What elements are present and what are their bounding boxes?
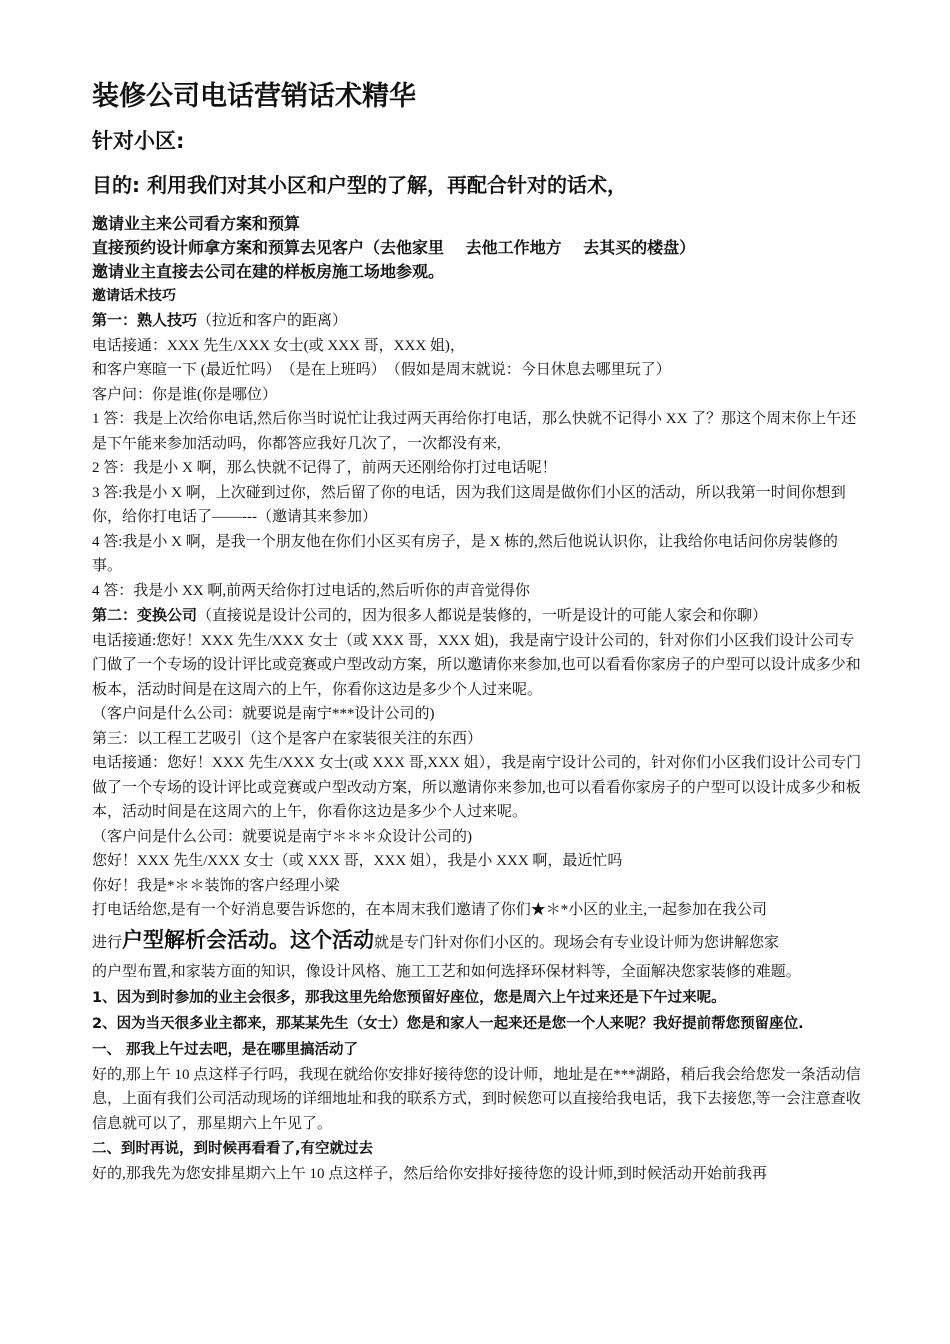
event-rest: 的户型布置,和家装方面的知识，像设计风格、施工工艺和如何选择环保材料等，全面解决您家装修的难题。 (92, 963, 801, 980)
skill3-line: 您好！XXX 先生/XXX 女士（或 XXX 哥，XXX 姐），我是小 XXX 啊，最近忙吗 (92, 853, 623, 869)
skill2-line: （客户问是什么公司：就要说是南宁***设计公司的) (92, 706, 435, 722)
skill2-heading (92, 603, 862, 629)
purpose-line: 目的: 利用我们对其小区和户型的了解，再配合针对的话术， (92, 173, 627, 197)
skill1-note: （拉近和客户的距离） (197, 313, 348, 329)
goal-3: 邀请业主直接去公司在建的样板房施工场地参观。 (92, 262, 445, 281)
skill1-line: 4 答:我是小 X 啊，是我一个朋友他在你们小区买有房子，是 X 栋的,然后他说认识你，让我给你电话问你房装修的事。 (92, 533, 838, 574)
skill3-line: 你好！我是*＊＊装饰的客户经理小梁 (92, 877, 340, 894)
skill1-line: 客户问：你是谁(你是哪位） (92, 386, 277, 403)
skill1-heading (92, 308, 862, 334)
skill1-line: 3 答:我是小 X 啊，上次碰到过你，然后留了你的电话，因为我们这周是做你们小区的活动，所以我第一时间你想到你，给你打电话了——---（邀请其来参加） (92, 484, 846, 525)
question-2: 2、因为当天很多业主都来，那某某先生（女士）您是和家人一起来还是您一个人来呢？我好提前帮您预留座位. (92, 1015, 804, 1032)
document-page (92, 78, 862, 1187)
event-highlight: 户型解析会活动。这个活动 (122, 927, 375, 952)
skill2-line: 电话接通:您好！XXX 先生/XXX 女士（或 XXX 哥，XXX 姐)，我是南宁设计公司的，针对你们小区我们设计公司专门做了一个专场的设计评比或竞赛或户型改动方案，所以邀请你来参加,也可以看看你家房子的户型可以设计成多少和板本，活动时间是在这周六的上午，你看你这边是多少个人过来呢。 (92, 632, 861, 698)
skill1-line: 和客户寒暄一下 (最近忙吗） （是在上班吗） （假如是周末就说：今日休息去哪里玩了） (92, 362, 671, 378)
answer-2-text: 好的,那我先为您安排星期六上午 10 点这样子，然后给你安排好接待您的设计师,到时候活动开始前我再 (92, 1166, 768, 1182)
skill2-note: （直接说是设计公司的，因为很多人都说是装修的，一听是设计的可能人家会和你聊） (197, 608, 768, 624)
skill2-label: 第二：变换公司 (92, 606, 198, 624)
goal-2: 直接预约设计师拿方案和预算去见客户（去他家里 去他工作地方 去其买的楼盘） (92, 238, 696, 257)
skill3-line: 打电话给您,是有一个好消息要告诉您的，在本周末我们邀请了你们★＊*小区的业主,一起参加在我公司 (92, 902, 768, 918)
skill3-line: 电话接通：您好！XXX 先生/XXX 女士(或 XXX 哥,XXX 姐），我是南宁设计公司的，针对你们小区我们设计公司专门做了一个专场的设计评比或竞赛或户型改动方案，所以邀请你来参加,也可以看看你家房子的户型可以设计成多少和板本，活动时间是在这周六的上午，你看你这边是多少个人过来呢。 (92, 755, 862, 820)
skill3-line: （客户问是什么公司：就要说是南宁＊＊＊众设计公司的) (92, 828, 472, 845)
goal-1: 邀请业主来公司看方案和预算 (92, 214, 301, 233)
event-prefix: 进行 (92, 934, 123, 951)
event-line (92, 927, 862, 959)
target-heading: 针对小区: (92, 129, 185, 153)
event-suffix: 就是专门针对你们小区的。现场会有专业设计师为您讲解您家 (374, 934, 780, 951)
skill3-heading: 第三：以工程工艺吸引（这个是客户在家装很关注的东西） (92, 730, 483, 747)
skill1-line: 电话接通：XXX 先生/XXX 女士(或 XXX 哥，XXX 姐)， (92, 337, 465, 354)
answer-2-heading: 二、到时再说，到时候再看看了,有空就过去 (92, 1141, 374, 1157)
document-title: 装修公司电话营销话术精华 (92, 81, 416, 112)
question-1: 1、因为到时参加的业主会很多，那我这里先给您预留好座位，您是周六上午过来还是下午过来呢。 (92, 989, 726, 1006)
answer-1-text: 好的,那上午 10 点这样子行吗，我现在就给你安排好接待您的设计师，地址是在***湖路，稍后我会给您发一条活动信息，上面有我们公司活动现场的详细地址和我的联系方式，到时候您可以直接给我电话，我下去接您,等一会注意查收信息就可以了，那星期六上午见了。 (92, 1066, 861, 1132)
skill1-line: 4 答：我是小 XX 啊,前两天给你打过电话的,然后听你的声音觉得你 (92, 582, 530, 599)
skills-heading: 邀请话术技巧 (92, 288, 176, 304)
skill1-label: 第一：熟人技巧 (92, 311, 198, 329)
answer-1-heading: 一、 那我上午过去吧，是在哪里搞活动了 (92, 1041, 359, 1058)
skill1-line: 2 答：我是小 X 啊，那么快就不记得了，前两天还刚给你打过电话呢！ (92, 460, 557, 476)
skill1-line: 1 答：我是上次给你电话,然后你当时说忙让我过两天再给你打电话，那么快就不记得小 XX 了？那这个周末你上午还是下午能来参加活动吗，你都答应我好几次了，一次都没有来, (92, 411, 857, 452)
